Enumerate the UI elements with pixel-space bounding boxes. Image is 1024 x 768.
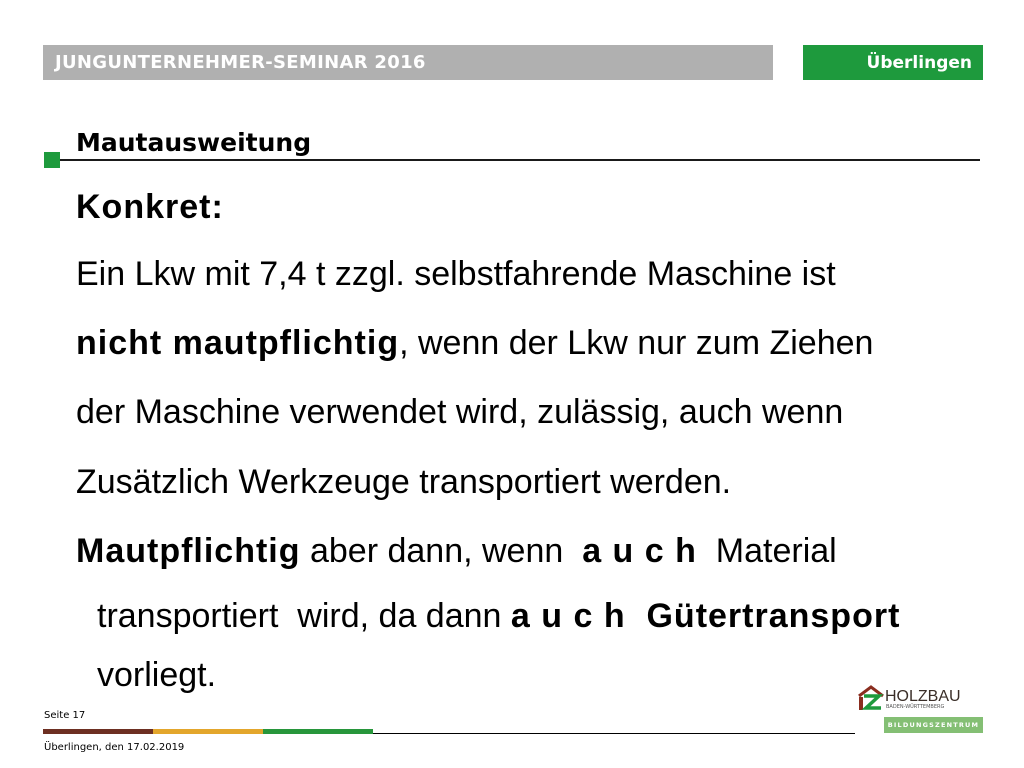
body-text: transportiert wird, da dann — [97, 597, 511, 635]
footer-stripe-brown — [43, 729, 153, 734]
body-line-7 — [97, 655, 216, 695]
body-text: Material — [696, 532, 837, 570]
logo-z-mark — [864, 696, 881, 708]
footer-stripe-green — [263, 729, 373, 734]
holzbau-house-icon — [857, 684, 885, 712]
seminar-header-bar — [43, 45, 773, 80]
logo-region: BADEN-WÜRTTEMBERG — [886, 704, 945, 710]
body-line-3 — [76, 392, 843, 432]
subheading-text: Konkret: — [76, 188, 224, 226]
logo-wall — [859, 697, 863, 710]
seminar-title: JUNGUNTERNEHMER-SEMINAR 2016 — [55, 52, 426, 73]
body-line-2 — [76, 323, 873, 363]
body-text: , wenn der Lkw nur zum Ziehen — [399, 324, 874, 362]
emphasis-text: nicht mautpflichtig — [76, 324, 400, 362]
body-text: aber dann, wenn — [300, 532, 583, 570]
logo-tagline: BILDUNGSZENTRUM — [884, 717, 983, 733]
title-underline — [60, 159, 980, 161]
body-line-1 — [76, 254, 836, 294]
body-line-4 — [76, 462, 731, 502]
page-number: Seite 17 — [44, 710, 86, 721]
footer-stripe-gold — [153, 729, 263, 734]
location-badge — [803, 45, 983, 80]
body-text: vorliegt. — [97, 656, 217, 694]
title-bullet-square — [44, 152, 60, 168]
emphasis-text: a u c h — [582, 532, 697, 570]
slide-title: Mautausweitung — [76, 128, 312, 157]
logo-wordmark: HOLZBAU — [885, 688, 961, 705]
body-text: Ein Lkw mit 7,4 t zzgl. selbstfahrende Maschine ist — [76, 255, 836, 293]
location-badge-label: Überlingen — [866, 53, 972, 73]
footer-date: Überlingen, den 17.02.2019 — [44, 742, 185, 753]
body-text: Zusätzlich Werkzeuge transportiert werden. — [76, 463, 732, 501]
emphasis-text: Mautpflichtig — [76, 532, 301, 570]
emphasis-text: a u c h Gütertransport — [510, 597, 901, 635]
slide-subheading — [76, 187, 224, 227]
footer-rule — [373, 733, 855, 734]
body-line-5 — [76, 531, 837, 571]
body-line-6 — [97, 596, 900, 636]
body-text: der Maschine verwendet wird, zulässig, auch wenn — [76, 393, 844, 431]
